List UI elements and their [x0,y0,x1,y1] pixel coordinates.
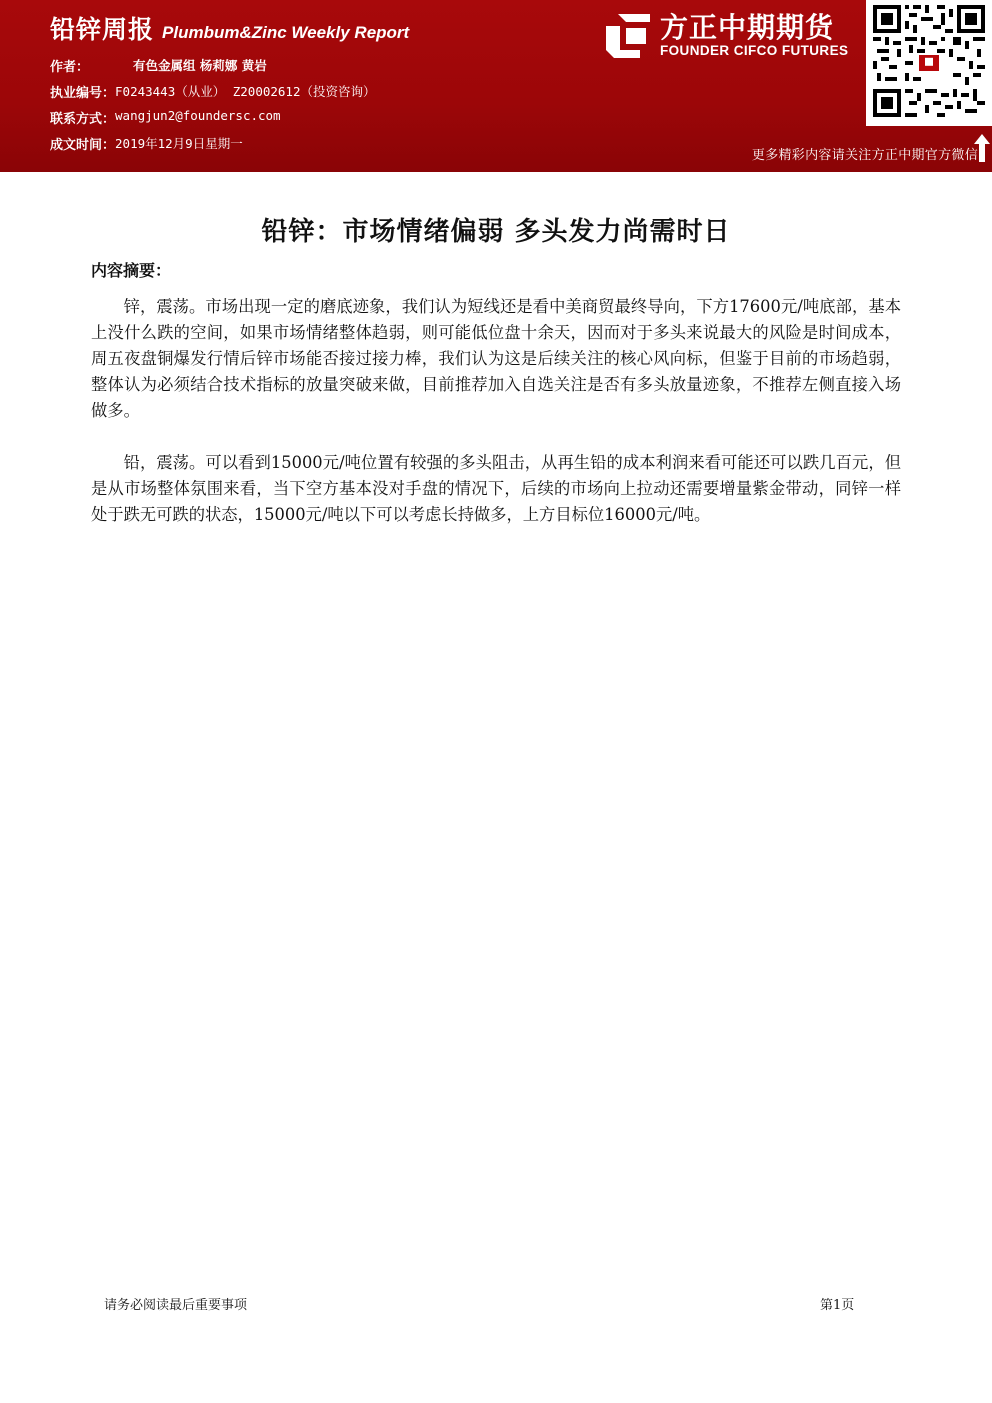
founder-logo-icon [604,10,652,58]
license-value: F0243443（从业） Z20002612（投资咨询） [115,84,376,99]
author-value: 有色金属组 杨莉娜 黄岩 [133,58,267,73]
wechat-qr-code [866,0,992,126]
lead-paragraph: 铅，震荡。可以看到15000元/吨位置有较强的多头阻击，从再生铅的成本利润来看可能还可以跌几百元，但是从市场整体氛围来看，当下空方基本没对手盘的情况下，后续的市场向上拉动还需要增量紫金带动，同锌一样处于跌无可跌的状态，15000元/吨以下可以考虑长持做多，上方目标位16000元/吨。 [91,453,901,524]
contact-value: wangjun2@foundersc.com [115,108,281,123]
company-logo [604,6,860,64]
footer-notice: 请务必阅读最后重要事项 [104,1298,248,1313]
report-title-cn: 铅锌周报 [50,15,155,44]
author-label: 作者： [50,60,90,75]
header-banner [0,0,992,172]
summary-label: 内容摘要： [91,261,172,280]
license-row [50,82,375,101]
report-title [50,10,409,46]
contact-row [50,108,281,127]
qr-code-icon [873,5,985,117]
follow-wechat-text: 更多精彩内容请关注方正中期官方微信 [751,148,978,163]
date-label: 成文时间： [50,138,116,153]
arrow-up-icon [974,134,990,162]
logo-text-en: FOUNDER CIFCO FUTURES [660,43,849,58]
license-label: 执业编号： [50,86,116,101]
page-number: 第1页 [820,1298,855,1313]
date-value: 2019年12月9日星期一 [115,136,243,151]
article-title: 铅锌：市场情绪偏弱 多头发力尚需时日 [261,217,731,247]
author-row [50,56,267,75]
zinc-paragraph: 锌，震荡。市场出现一定的磨底迹象，我们认为短线还是看中美商贸最终导向，下方17600元/吨底部，基本上没什么跌的空间，如果市场情绪整体趋弱，则可能低位盘十余天，因而对于多头来说最大的风险是时间成本，周五夜盘铜爆发行情后锌市场能否接过接力棒，我们认为这是后续关注的核心风向标，但鉴于目前的市场趋弱，整体认为必须结合技术指标的放量突破来做，目前推荐加入自选关注是否有多头放量迹象，不推荐左侧直接入场做多。 [91,297,901,420]
contact-label: 联系方式： [50,112,116,127]
date-row [50,134,243,153]
logo-text-cn: 方正中期期货 [660,11,835,44]
report-title-en: Plumbum&Zinc Weekly Report [162,23,410,42]
